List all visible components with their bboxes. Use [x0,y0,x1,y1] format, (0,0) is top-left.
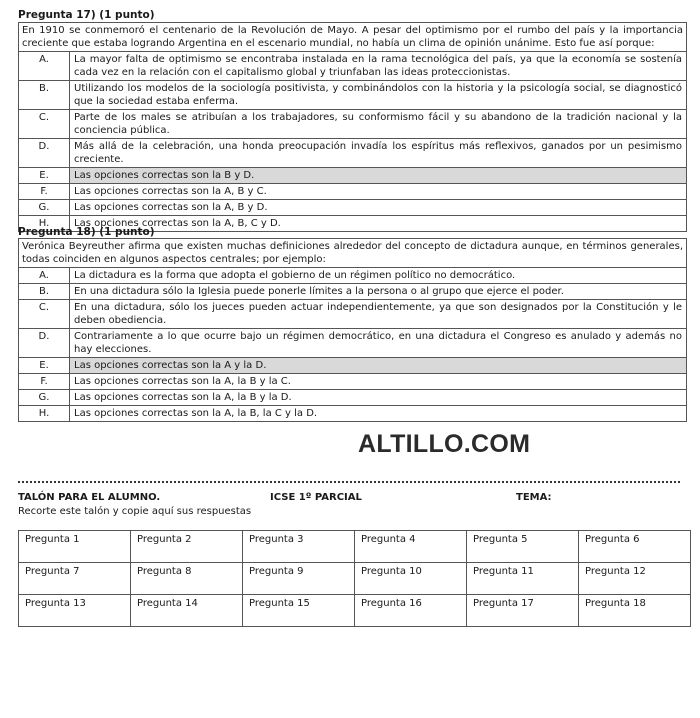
answer-cell[interactable]: Pregunta 6 [579,531,691,563]
option-letter: D. [38,141,50,152]
option-text: Las opciones correctas son la A, la B, la C y la D. [69,406,686,421]
answer-row [19,595,691,627]
answer-cell[interactable]: Pregunta 15 [243,595,355,627]
option-letter: H. [38,218,50,229]
cut-instruction: Recorte este talón y copie aquí sus respuestas [18,506,252,517]
answer-cell[interactable]: Pregunta 17 [467,595,579,627]
question-17-title: Pregunta 17) (1 punto) [18,9,155,21]
answer-cell[interactable]: Pregunta 1 [19,531,131,563]
q18-option-g[interactable] [19,390,686,406]
answer-cell[interactable]: Pregunta 9 [243,563,355,595]
option-letter: A. [39,54,49,65]
option-text-highlighted: Las opciones correctas son la A y la D. [69,358,686,373]
q17-option-c[interactable] [19,110,686,139]
option-letter: C. [38,302,50,313]
option-text: Parte de los males se atribuían a los trabajadores, su conformismo fácil y su abandono de la tradición nacional y la conciencia pública. [69,110,686,138]
question-18-box [18,238,687,422]
answer-cell[interactable]: Pregunta 14 [131,595,243,627]
option-letter: B. [38,286,50,297]
answer-cell[interactable]: Pregunta 13 [19,595,131,627]
answer-grid [18,530,691,627]
answer-cell[interactable]: Pregunta 18 [579,595,691,627]
answer-cell[interactable]: Pregunta 2 [131,531,243,563]
option-letter: E. [39,170,49,181]
tema-label: TEMA: [516,492,552,503]
answer-cell[interactable]: Pregunta 11 [467,563,579,595]
option-text: Las opciones correctas son la A, la B y la D. [69,390,686,405]
option-text-highlighted: Las opciones correctas son la B y D. [69,168,686,183]
q17-option-g[interactable] [19,200,686,216]
option-letter: B. [38,83,50,94]
q17-option-a[interactable] [19,52,686,81]
q17-option-b[interactable] [19,81,686,110]
option-text: Las opciones correctas son la A, B, C y D. [69,216,686,231]
q18-option-f[interactable] [19,374,686,390]
cut-line [18,481,680,483]
option-text: La mayor falta de optimismo se encontraba instalada en la rama tecnológica del país, ya que la economía se sostenía cada vez en la relación con el capitalismo global y triunfaban las ideas proteccionistas. [69,52,686,80]
option-text: Contrariamente a lo que ocurre bajo un régimen democrático, en una dictadura el Congreso es anulado y además no hay elecciones. [69,329,686,357]
q18-option-h[interactable] [19,406,686,422]
answer-row [19,531,691,563]
q18-option-b[interactable] [19,284,686,300]
option-text: Las opciones correctas son la A, B y D. [69,200,686,215]
answer-cell[interactable]: Pregunta 10 [355,563,467,595]
option-letter: F. [40,376,48,387]
option-text: Las opciones correctas son la A, B y C. [69,184,686,199]
option-text: Las opciones correctas son la A, la B y la C. [69,374,686,389]
talon-label: TALÓN PARA EL ALUMNO. [18,492,161,503]
q18-option-d[interactable] [19,329,686,358]
course-label: ICSE 1º PARCIAL [270,492,362,503]
answer-cell[interactable]: Pregunta 7 [19,563,131,595]
question-17-intro: En 1910 se conmemoró el centenario de la Revolución de Mayo. A pesar del optimismo por el rumbo del país y la importancia creciente que estaba logrando Argentina en el escenario mundial, no había un clima de opinión unánime. Esto fue así porque: [19,23,686,52]
option-letter: G. [38,202,50,213]
question-17-box [18,22,687,232]
q17-option-e[interactable] [19,168,686,184]
altillo-brand: ALTILLO.COM [358,430,531,458]
option-letter: H. [38,408,50,419]
question-18-intro: Verónica Beyreuther afirma que existen muchas definiciones alrededor del concepto de dictadura aunque, en términos generales, todas coinciden en algunos aspectos centrales; por ejemplo: [19,239,686,268]
answer-cell[interactable]: Pregunta 16 [355,595,467,627]
answer-cell[interactable]: Pregunta 5 [467,531,579,563]
option-letter: D. [38,331,50,342]
option-letter: A. [39,270,49,281]
option-text: En una dictadura sólo la Iglesia puede ponerle límites a la persona o al grupo que ejerce el poder. [69,284,686,299]
q18-option-e[interactable] [19,358,686,374]
question-18-title: Pregunta 18) (1 punto) [18,226,155,238]
q18-option-c[interactable] [19,300,686,329]
answer-cell[interactable]: Pregunta 8 [131,563,243,595]
option-letter: C. [38,112,50,123]
q18-option-a[interactable] [19,268,686,284]
option-letter: G. [38,392,50,403]
answer-cell[interactable]: Pregunta 3 [243,531,355,563]
option-text: Más allá de la celebración, una honda preocupación invadía los espíritus más reflexivos, ganados por un pesimismo creciente. [69,139,686,167]
q17-option-f[interactable] [19,184,686,200]
option-letter: F. [40,186,48,197]
q17-option-d[interactable] [19,139,686,168]
option-text: La dictadura es la forma que adopta el gobierno de un régimen político no democrático. [69,268,686,283]
answer-cell[interactable]: Pregunta 4 [355,531,467,563]
option-text: En una dictadura, sólo los jueces pueden actuar independientemente, ya que son designados por la Constitución y le deben obediencia. [69,300,686,328]
answer-row [19,563,691,595]
answer-cell[interactable]: Pregunta 12 [579,563,691,595]
option-letter: E. [39,360,49,371]
option-text: Utilizando los modelos de la sociología positivista, y combinándolos con la historia y la psicología social, se diagnosticó que la sociedad estaba enferma. [69,81,686,109]
